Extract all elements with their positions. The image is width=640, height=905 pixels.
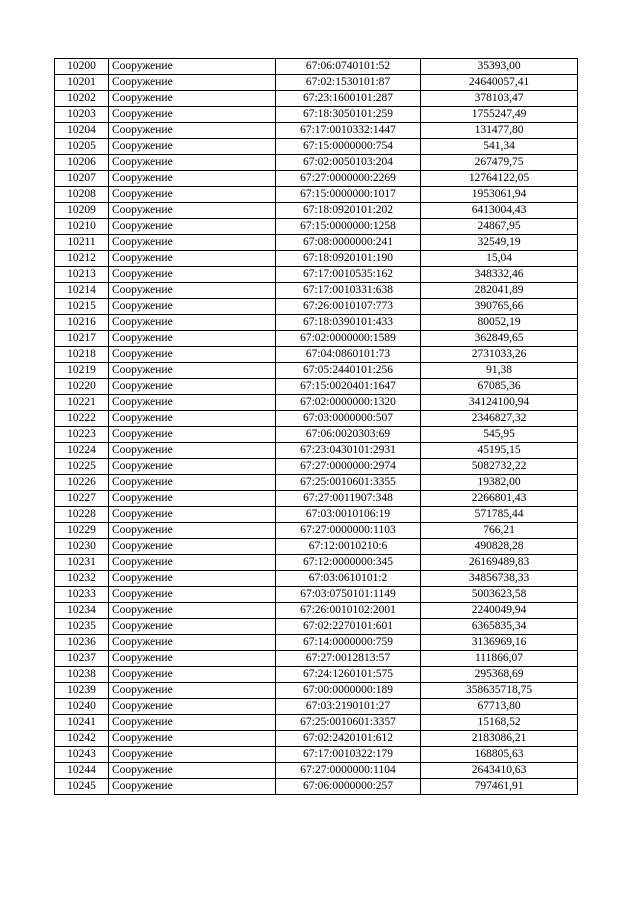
row-number-cell: 10207: [55, 171, 109, 187]
table-row: [55, 123, 578, 139]
cadastral-value-cell: 267479,75: [421, 155, 578, 171]
cadastral-value-cell: 32549,19: [421, 235, 578, 251]
row-number-cell: 10235: [55, 619, 109, 635]
row-number-cell: 10205: [55, 139, 109, 155]
row-number-cell: 10210: [55, 219, 109, 235]
table-row: [55, 635, 578, 651]
object-type-cell: Сооружение: [109, 171, 276, 187]
cadastral-value-cell: 2183086,21: [421, 731, 578, 747]
cadastral-value-cell: 2240049,94: [421, 603, 578, 619]
row-number-cell: 10218: [55, 347, 109, 363]
cadastral-number-cell: 67:23:0430101:2931: [276, 443, 421, 459]
cadastral-value-cell: 2346827,32: [421, 411, 578, 427]
cadastral-value-cell: 6413004,43: [421, 203, 578, 219]
cadastral-value-cell: 67713,80: [421, 699, 578, 715]
cadastral-number-cell: 67:02:2270101:601: [276, 619, 421, 635]
object-type-cell: Сооружение: [109, 603, 276, 619]
table-row: [55, 251, 578, 267]
cadastral-value-cell: 131477,80: [421, 123, 578, 139]
row-number-cell: 10200: [55, 59, 109, 75]
object-type-cell: Сооружение: [109, 683, 276, 699]
table-row: [55, 75, 578, 91]
cadastral-value-cell: 34124100,94: [421, 395, 578, 411]
row-number-cell: 10220: [55, 379, 109, 395]
cadastral-number-cell: 67:06:0000000:257: [276, 779, 421, 795]
table-row: [55, 475, 578, 491]
table-row: [55, 155, 578, 171]
row-number-cell: 10202: [55, 91, 109, 107]
cadastral-number-cell: 67:18:0390101:433: [276, 315, 421, 331]
cadastral-number-cell: 67:15:0000000:1017: [276, 187, 421, 203]
object-type-cell: Сооружение: [109, 155, 276, 171]
cadastral-value-cell: 15168,52: [421, 715, 578, 731]
cadastral-number-cell: 67:03:0750101:1149: [276, 587, 421, 603]
object-type-cell: Сооружение: [109, 299, 276, 315]
cadastral-value-cell: 111866,07: [421, 651, 578, 667]
cadastral-number-cell: 67:27:0011907:348: [276, 491, 421, 507]
object-type-cell: Сооружение: [109, 523, 276, 539]
row-number-cell: 10208: [55, 187, 109, 203]
object-type-cell: Сооружение: [109, 539, 276, 555]
table-row: [55, 571, 578, 587]
table-row: [55, 667, 578, 683]
table-row: [55, 507, 578, 523]
object-type-cell: Сооружение: [109, 395, 276, 411]
row-number-cell: 10231: [55, 555, 109, 571]
cadastral-number-cell: 67:03:0000000:507: [276, 411, 421, 427]
object-type-cell: Сооружение: [109, 347, 276, 363]
cadastral-value-cell: 35393,00: [421, 59, 578, 75]
row-number-cell: 10206: [55, 155, 109, 171]
object-type-cell: Сооружение: [109, 763, 276, 779]
row-number-cell: 10240: [55, 699, 109, 715]
object-type-cell: Сооружение: [109, 91, 276, 107]
object-type-cell: Сооружение: [109, 59, 276, 75]
cadastral-number-cell: 67:00:0000000:189: [276, 683, 421, 699]
row-number-cell: 10212: [55, 251, 109, 267]
cadastral-value-cell: 571785,44: [421, 507, 578, 523]
table-row: [55, 347, 578, 363]
cadastral-value-cell: 2266801,43: [421, 491, 578, 507]
object-type-cell: Сооружение: [109, 187, 276, 203]
cadastral-number-cell: 67:18:3050101:259: [276, 107, 421, 123]
object-type-cell: Сооружение: [109, 379, 276, 395]
row-number-cell: 10211: [55, 235, 109, 251]
cadastral-number-cell: 67:27:0000000:1104: [276, 763, 421, 779]
object-type-cell: Сооружение: [109, 619, 276, 635]
cadastral-value-cell: 797461,91: [421, 779, 578, 795]
object-type-cell: Сооружение: [109, 507, 276, 523]
row-number-cell: 10229: [55, 523, 109, 539]
table-row: [55, 171, 578, 187]
row-number-cell: 10216: [55, 315, 109, 331]
cadastral-value-cell: 168805,63: [421, 747, 578, 763]
object-type-cell: Сооружение: [109, 715, 276, 731]
row-number-cell: 10226: [55, 475, 109, 491]
object-type-cell: Сооружение: [109, 427, 276, 443]
object-type-cell: Сооружение: [109, 315, 276, 331]
cadastral-number-cell: 67:03:0010106:19: [276, 507, 421, 523]
object-type-cell: Сооружение: [109, 331, 276, 347]
object-type-cell: Сооружение: [109, 475, 276, 491]
table-row: [55, 219, 578, 235]
object-type-cell: Сооружение: [109, 411, 276, 427]
object-type-cell: Сооружение: [109, 443, 276, 459]
cadastral-number-cell: 67:27:0000000:1103: [276, 523, 421, 539]
row-number-cell: 10242: [55, 731, 109, 747]
cadastral-value-cell: 24867,95: [421, 219, 578, 235]
table-row: [55, 427, 578, 443]
row-number-cell: 10214: [55, 283, 109, 299]
object-type-cell: Сооружение: [109, 699, 276, 715]
cadastral-number-cell: 67:02:2420101:612: [276, 731, 421, 747]
cadastral-value-cell: 545,95: [421, 427, 578, 443]
table-row: [55, 443, 578, 459]
cadastral-number-cell: 67:06:0740101:52: [276, 59, 421, 75]
object-type-cell: Сооружение: [109, 571, 276, 587]
cadastral-number-cell: 67:04:0860101:73: [276, 347, 421, 363]
cadastral-number-cell: 67:27:0000000:2269: [276, 171, 421, 187]
cadastral-value-cell: 19382,00: [421, 475, 578, 491]
row-number-cell: 10236: [55, 635, 109, 651]
cadastral-value-cell: 24640057,41: [421, 75, 578, 91]
row-number-cell: 10213: [55, 267, 109, 283]
cadastral-value-cell: 390765,66: [421, 299, 578, 315]
cadastral-value-cell: 348332,46: [421, 267, 578, 283]
table-row: [55, 203, 578, 219]
table-row: [55, 523, 578, 539]
cadastral-number-cell: 67:12:0010210:6: [276, 539, 421, 555]
cadastral-number-cell: 67:08:0000000:241: [276, 235, 421, 251]
cadastral-number-cell: 67:15:0020401:1647: [276, 379, 421, 395]
cadastral-value-cell: 15,04: [421, 251, 578, 267]
row-number-cell: 10241: [55, 715, 109, 731]
row-number-cell: 10204: [55, 123, 109, 139]
table-row: [55, 139, 578, 155]
cadastral-number-cell: 67:17:0010322:179: [276, 747, 421, 763]
table-row: [55, 651, 578, 667]
object-type-cell: Сооружение: [109, 491, 276, 507]
row-number-cell: 10245: [55, 779, 109, 795]
table-row: [55, 683, 578, 699]
cadastral-value-cell: 12764122,05: [421, 171, 578, 187]
cadastral-value-cell: 358635718,75: [421, 683, 578, 699]
row-number-cell: 10203: [55, 107, 109, 123]
cadastral-number-cell: 67:03:2190101:27: [276, 699, 421, 715]
cadastral-number-cell: 67:12:0000000:345: [276, 555, 421, 571]
object-type-cell: Сооружение: [109, 267, 276, 283]
row-number-cell: 10219: [55, 363, 109, 379]
cadastral-number-cell: 67:03:0610101:2: [276, 571, 421, 587]
row-number-cell: 10221: [55, 395, 109, 411]
object-type-cell: Сооружение: [109, 635, 276, 651]
table-row: [55, 331, 578, 347]
object-type-cell: Сооружение: [109, 587, 276, 603]
table-row: [55, 299, 578, 315]
row-number-cell: 10223: [55, 427, 109, 443]
row-number-cell: 10237: [55, 651, 109, 667]
cadastral-value-cell: 45195,15: [421, 443, 578, 459]
table-row: [55, 107, 578, 123]
cadastral-number-cell: 67:17:0010332:1447: [276, 123, 421, 139]
cadastral-number-cell: 67:05:2440101:256: [276, 363, 421, 379]
object-type-cell: Сооружение: [109, 139, 276, 155]
cadastral-number-cell: 67:26:0010107:773: [276, 299, 421, 315]
cadastral-value-cell: 541,34: [421, 139, 578, 155]
row-number-cell: 10215: [55, 299, 109, 315]
object-type-cell: Сооружение: [109, 747, 276, 763]
cadastral-number-cell: 67:18:0920101:190: [276, 251, 421, 267]
cadastral-number-cell: 67:24:1260101:575: [276, 667, 421, 683]
row-number-cell: 10234: [55, 603, 109, 619]
row-number-cell: 10227: [55, 491, 109, 507]
table-row: [55, 187, 578, 203]
cadastral-number-cell: 67:17:0010535:162: [276, 267, 421, 283]
table-row: [55, 539, 578, 555]
cadastral-number-cell: 67:02:0000000:1320: [276, 395, 421, 411]
object-type-cell: Сооружение: [109, 107, 276, 123]
row-number-cell: 10217: [55, 331, 109, 347]
object-type-cell: Сооружение: [109, 667, 276, 683]
table-row: [55, 603, 578, 619]
cadastral-number-cell: 67:15:0000000:754: [276, 139, 421, 155]
table-row: [55, 379, 578, 395]
cadastral-number-cell: 67:18:0920101:202: [276, 203, 421, 219]
table-row: [55, 363, 578, 379]
table-row: [55, 459, 578, 475]
row-number-cell: 10228: [55, 507, 109, 523]
object-type-cell: Сооружение: [109, 459, 276, 475]
cadastral-number-cell: 67:14:0000000:759: [276, 635, 421, 651]
object-type-cell: Сооружение: [109, 363, 276, 379]
cadastral-value-cell: 295368,69: [421, 667, 578, 683]
cadastral-value-cell: 766,21: [421, 523, 578, 539]
object-type-cell: Сооружение: [109, 283, 276, 299]
row-number-cell: 10224: [55, 443, 109, 459]
cadastral-number-cell: 67:25:0010601:3355: [276, 475, 421, 491]
object-type-cell: Сооружение: [109, 75, 276, 91]
row-number-cell: 10244: [55, 763, 109, 779]
cadastral-value-cell: 2731033,26: [421, 347, 578, 363]
table-row: [55, 315, 578, 331]
cadastral-value-cell: 26169489,83: [421, 555, 578, 571]
cadastral-value-cell: 282041,89: [421, 283, 578, 299]
table-row: [55, 555, 578, 571]
cadastral-value-cell: 378103,47: [421, 91, 578, 107]
cadastral-number-cell: 67:17:0010331:638: [276, 283, 421, 299]
cadastral-value-cell: 5082732,22: [421, 459, 578, 475]
cadastral-value-cell: 2643410,63: [421, 763, 578, 779]
object-type-cell: Сооружение: [109, 203, 276, 219]
cadastral-value-cell: 5003623,58: [421, 587, 578, 603]
object-type-cell: Сооружение: [109, 651, 276, 667]
table-row: [55, 235, 578, 251]
object-type-cell: Сооружение: [109, 235, 276, 251]
cadastral-value-cell: 362849,65: [421, 331, 578, 347]
row-number-cell: 10201: [55, 75, 109, 91]
row-number-cell: 10232: [55, 571, 109, 587]
cadastral-value-cell: 67085,36: [421, 379, 578, 395]
object-type-cell: Сооружение: [109, 251, 276, 267]
cadastral-value-cell: 1755247,49: [421, 107, 578, 123]
cadastral-value-cell: 3136969,16: [421, 635, 578, 651]
cadastral-number-cell: 67:02:0050103:204: [276, 155, 421, 171]
row-number-cell: 10243: [55, 747, 109, 763]
table-row: [55, 395, 578, 411]
row-number-cell: 10230: [55, 539, 109, 555]
cadastral-number-cell: 67:15:0000000:1258: [276, 219, 421, 235]
table-row: [55, 587, 578, 603]
row-number-cell: 10238: [55, 667, 109, 683]
cadastral-number-cell: 67:02:0000000:1589: [276, 331, 421, 347]
table-row: [55, 91, 578, 107]
table-row: [55, 59, 578, 75]
cadastral-number-cell: 67:02:1530101:87: [276, 75, 421, 91]
table-row: [55, 619, 578, 635]
table-row: [55, 283, 578, 299]
row-number-cell: 10233: [55, 587, 109, 603]
table-row: [55, 699, 578, 715]
cadastral-value-cell: 1953061,94: [421, 187, 578, 203]
cadastral-number-cell: 67:06:0020303:69: [276, 427, 421, 443]
registry-table-body: [55, 59, 578, 795]
object-type-cell: Сооружение: [109, 219, 276, 235]
cadastral-number-cell: 67:27:0000000:2974: [276, 459, 421, 475]
table-row: [55, 715, 578, 731]
row-number-cell: 10222: [55, 411, 109, 427]
cadastral-value-cell: 34856738,33: [421, 571, 578, 587]
cadastral-value-cell: 91,38: [421, 363, 578, 379]
cadastral-number-cell: 67:23:1600101:287: [276, 91, 421, 107]
table-row: [55, 779, 578, 795]
cadastral-number-cell: 67:26:0010102:2001: [276, 603, 421, 619]
table-row: [55, 747, 578, 763]
row-number-cell: 10209: [55, 203, 109, 219]
table-row: [55, 411, 578, 427]
row-number-cell: 10225: [55, 459, 109, 475]
table-row: [55, 763, 578, 779]
table-row: [55, 731, 578, 747]
object-type-cell: Сооружение: [109, 779, 276, 795]
object-type-cell: Сооружение: [109, 731, 276, 747]
row-number-cell: 10239: [55, 683, 109, 699]
table-row: [55, 267, 578, 283]
cadastral-value-cell: 80052,19: [421, 315, 578, 331]
registry-table: [54, 58, 578, 795]
object-type-cell: Сооружение: [109, 123, 276, 139]
cadastral-number-cell: 67:27:0012813:57: [276, 651, 421, 667]
table-row: [55, 491, 578, 507]
cadastral-value-cell: 490828,28: [421, 539, 578, 555]
cadastral-number-cell: 67:25:0010601:3357: [276, 715, 421, 731]
cadastral-value-cell: 6365835,34: [421, 619, 578, 635]
object-type-cell: Сооружение: [109, 555, 276, 571]
